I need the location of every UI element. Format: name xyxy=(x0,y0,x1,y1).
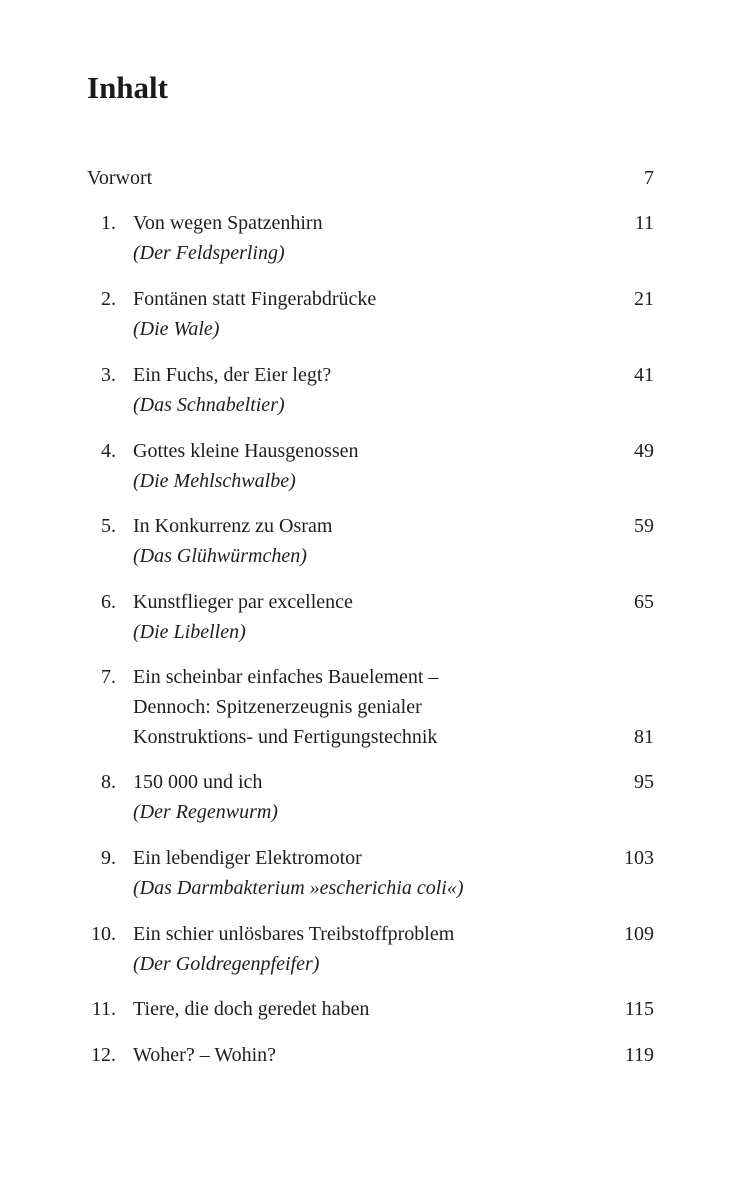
toc-entry-number: 4. xyxy=(101,440,116,462)
toc-entry-subtitle: (Die Wale) xyxy=(133,318,220,340)
toc-page-number: 7 xyxy=(644,167,654,189)
toc-entry-title: Kunstflieger par excellence xyxy=(133,591,353,613)
toc-page-number: 59 xyxy=(634,515,654,537)
toc-entry-number: 9. xyxy=(101,847,116,869)
page-title: Inhalt xyxy=(87,70,168,105)
toc-entry-subtitle: (Das Glühwürmchen) xyxy=(133,545,307,567)
toc-entry-title: Woher? – Wohin? xyxy=(133,1044,277,1066)
toc-entry-subtitle: (Der Regenwurm) xyxy=(133,801,278,823)
toc-page-number: 65 xyxy=(634,591,654,613)
toc-entry-title: In Konkurrenz zu Osram xyxy=(133,515,333,537)
toc-entry-number: 2. xyxy=(101,288,116,310)
toc-page-number: 11 xyxy=(634,212,654,234)
toc-entry-title: Ein lebendiger Elektromotor xyxy=(133,847,362,869)
toc-entry-title-continued: Dennoch: Spitzenerzeugnis genialer xyxy=(133,696,422,718)
toc-entry-number: 7. xyxy=(101,666,116,688)
toc-entry-title: Gottes kleine Hausgenossen xyxy=(133,440,359,462)
toc-entry-title: Ein Fuchs, der Eier legt? xyxy=(133,364,332,386)
toc-entry-title: Fontänen statt Fingerabdrücke xyxy=(133,288,377,310)
toc-entry-title: Vorwort xyxy=(87,167,153,189)
toc-entry-title: Ein scheinbar einfaches Bauelement – xyxy=(133,666,439,688)
toc-entry-subtitle: (Die Mehlschwalbe) xyxy=(133,470,296,492)
toc-page-number: 41 xyxy=(634,364,654,386)
toc-entry-title: Ein schier unlösbares Treibstoffproblem xyxy=(133,923,455,945)
toc-entry-subtitle: (Die Libellen) xyxy=(133,621,246,643)
toc-entry-number: 3. xyxy=(101,364,116,386)
toc-entry-subtitle: (Der Feldsperling) xyxy=(133,242,285,264)
toc-entry-number: 8. xyxy=(101,771,116,793)
toc-entry-title: Tiere, die doch geredet haben xyxy=(133,998,370,1020)
toc-entry-number: 6. xyxy=(101,591,116,613)
toc-entry-title: Von wegen Spatzenhirn xyxy=(133,212,323,234)
toc-entry-subtitle: (Der Goldregenpfeifer) xyxy=(133,953,320,975)
toc-page-number: 119 xyxy=(624,1044,654,1066)
toc-page-number: 109 xyxy=(624,923,654,945)
toc-entry-number: 12. xyxy=(91,1044,116,1066)
toc-page-number: 115 xyxy=(624,998,654,1020)
toc-page-number: 49 xyxy=(634,440,654,462)
toc-entry-number: 5. xyxy=(101,515,116,537)
toc-entry-subtitle: (Das Schnabeltier) xyxy=(133,394,285,416)
toc-page-number: 103 xyxy=(624,847,654,869)
toc-entry-title: 150 000 und ich xyxy=(133,771,263,793)
toc-page-number: 21 xyxy=(634,288,654,310)
toc-entry-number: 10. xyxy=(91,923,116,945)
toc-entry-number: 11. xyxy=(91,998,116,1020)
toc-page-number: 81 xyxy=(634,726,654,748)
toc-page-number: 95 xyxy=(634,771,654,793)
toc-entry-subtitle: (Das Darmbakterium »escherichia coli«) xyxy=(133,877,464,899)
toc-entry-title-continued: Konstruktions- und Fertigungstechnik xyxy=(133,726,438,748)
toc-entry-number: 1. xyxy=(101,212,116,234)
